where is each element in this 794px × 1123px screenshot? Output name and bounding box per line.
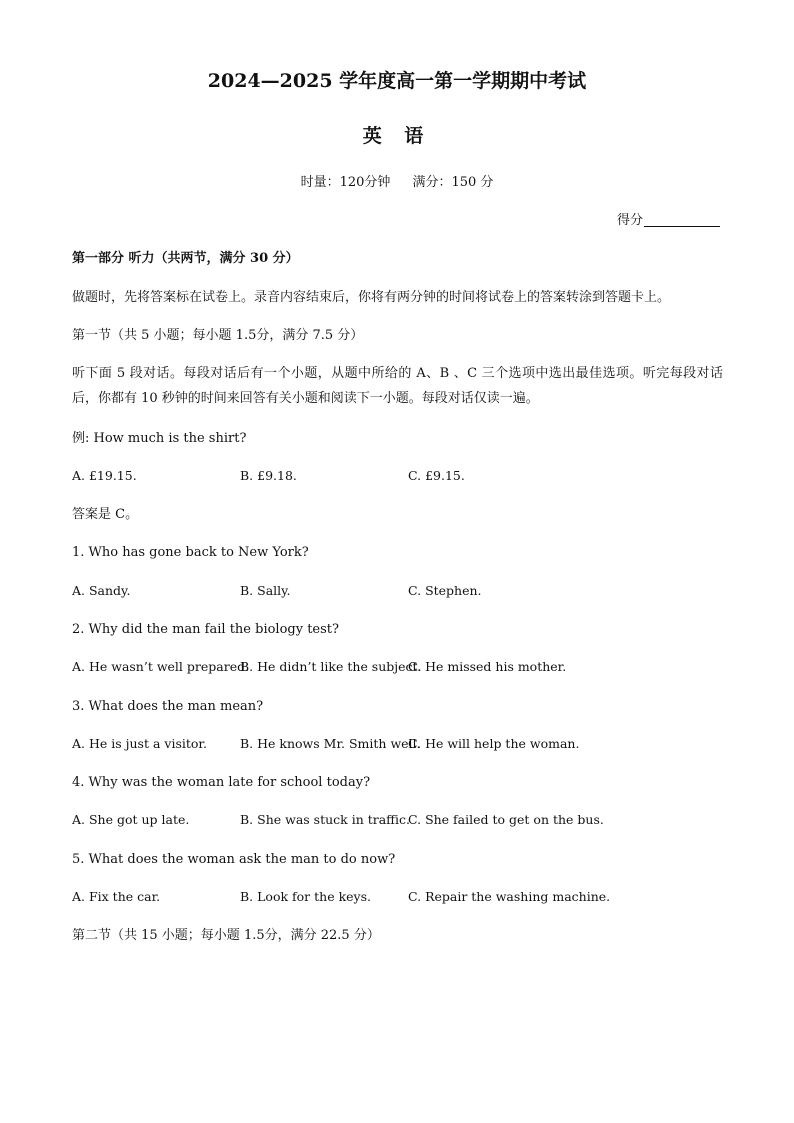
question-4: 4. Why was the woman late for school today? xyxy=(72,775,371,790)
question-5-option-b: B. Look for the keys. xyxy=(240,889,371,904)
question-2-option-c: C. He missed his mother. xyxy=(408,659,567,674)
example-question: 例: How much is the shirt? xyxy=(72,431,247,446)
example-answer: 答案是 C。 xyxy=(72,507,139,522)
example-option-c: C. £9.15. xyxy=(408,468,465,483)
section1-heading: 第一节（共 5 小题；每小题 1.5分，满分 7.5 分） xyxy=(72,328,364,343)
question-2-option-a: A. He wasn’t well prepared. xyxy=(72,659,250,674)
question-5-option-c: C. Repair the washing machine. xyxy=(408,889,611,904)
part1-heading: 第一部分 听力（共两节，满分 30 分） xyxy=(72,251,299,266)
score-blank xyxy=(644,214,720,227)
question-1: 1. Who has gone back to New York? xyxy=(72,545,309,560)
question-5: 5. What does the woman ask the man to do now? xyxy=(72,852,396,867)
exam-full-marks: 满分：150 分 xyxy=(412,175,494,190)
example-option-b: B. £9.18. xyxy=(240,468,297,483)
question-1-option-b: B. Sally. xyxy=(240,583,291,598)
question-3-option-a: A. He is just a visitor. xyxy=(72,736,207,751)
question-3-option-c: C. He will help the woman. xyxy=(408,736,580,751)
question-4-option-c: C. She failed to get on the bus. xyxy=(408,812,604,827)
question-1-option-c: C. Stephen. xyxy=(408,583,482,598)
score-field xyxy=(617,214,720,227)
question-1-option-a: A. Sandy. xyxy=(72,583,131,598)
section2-heading: 第二节（共 15 小题；每小题 1.5分，满分 22.5 分） xyxy=(72,928,380,943)
part1-instruction: 做题时，先将答案标在试卷上。录音内容结束后，你将有两分钟的时间将试卷上的答案转涂到答题卡上。 xyxy=(72,290,671,305)
question-3: 3. What does the man mean? xyxy=(72,699,264,714)
question-5-option-a: A. Fix the car. xyxy=(72,889,161,904)
question-4-option-b: B. She was stuck in traffic. xyxy=(240,812,411,827)
question-4-option-a: A. She got up late. xyxy=(72,812,190,827)
question-3-option-b: B. He knows Mr. Smith well. xyxy=(240,736,421,751)
exam-subject: 英 语 xyxy=(362,125,432,147)
question-2: 2. Why did the man fail the biology test? xyxy=(72,622,339,637)
score-label: 得分 xyxy=(617,213,644,228)
exam-time-info xyxy=(0,176,794,189)
section1-instruction: 听下面 5 段对话。每段对话后有一个小题，从题中所给的 A、B 、C 三个选项中选出最佳选项。听完每段对话后，你都有 10 秒钟的时间来回答有关小题和阅读下一小题。每段对话仅读一遍。 xyxy=(72,366,723,406)
question-2-option-b: B. He didn’t like the subject. xyxy=(240,659,422,674)
example-option-a: A. £19.15. xyxy=(72,468,137,483)
exam-title: 2024—2025 学年度高一第一学期期中考试 xyxy=(207,70,587,92)
exam-duration: 时量：120分钟 xyxy=(300,175,391,190)
